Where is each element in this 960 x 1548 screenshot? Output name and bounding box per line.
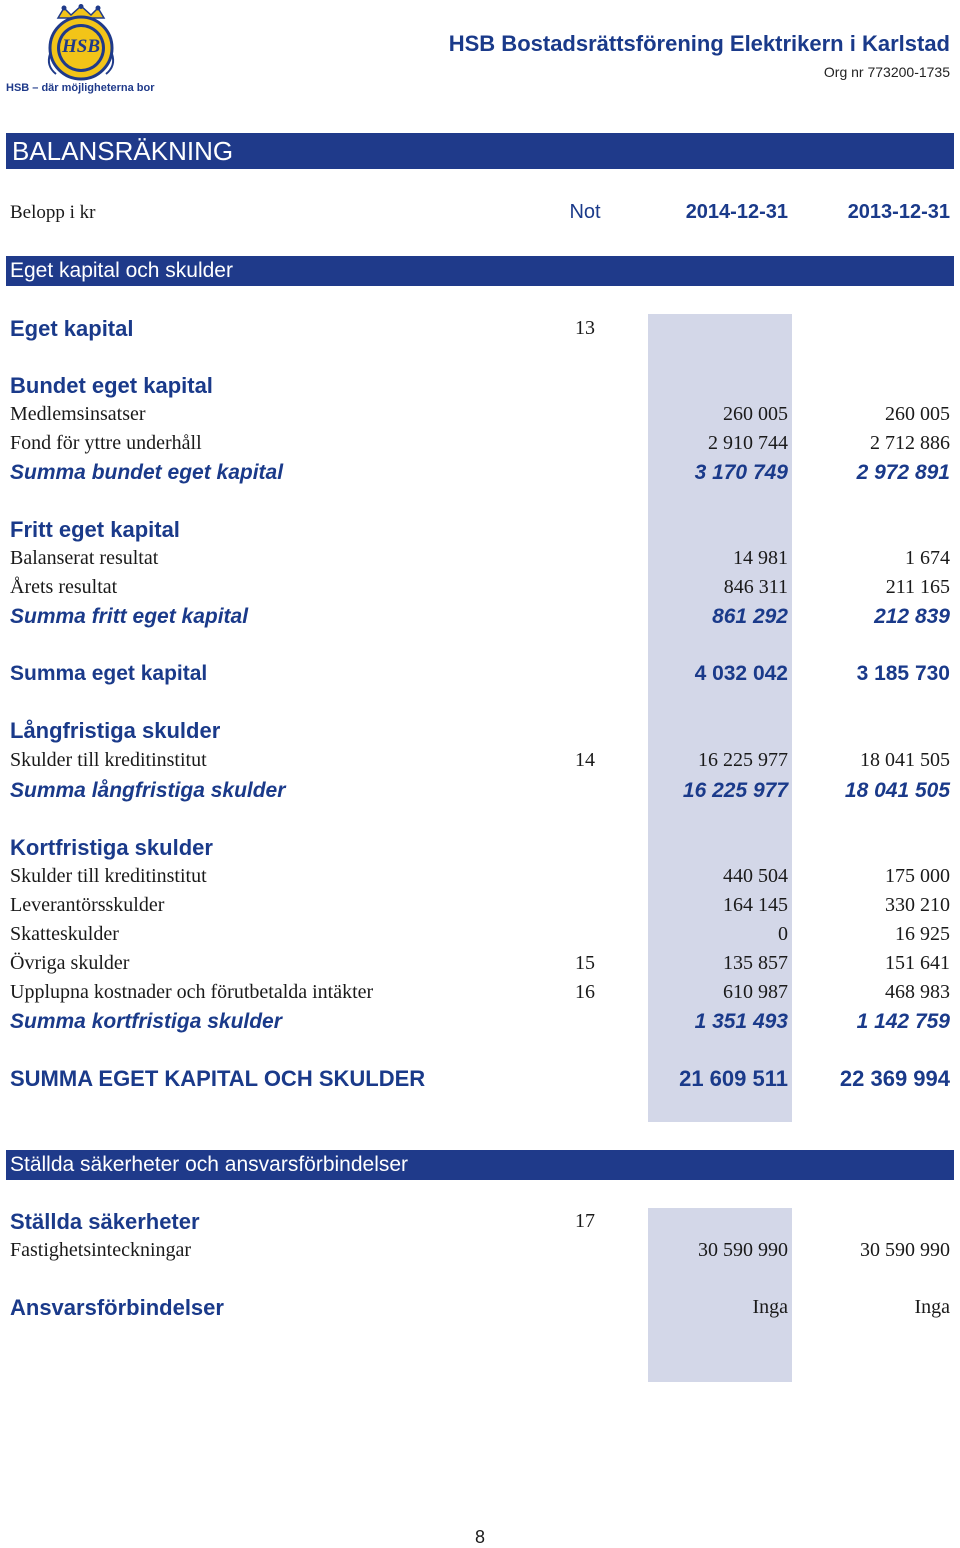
- row-note: 16: [575, 981, 595, 1003]
- row-label: Ställda säkerheter: [10, 1209, 200, 1234]
- table-row: [0, 544, 960, 573]
- table-row: [0, 978, 960, 1007]
- row-label: Bundet eget kapital: [10, 373, 213, 398]
- row-label: Kortfristiga skulder: [10, 835, 213, 860]
- table-row: [0, 1064, 960, 1093]
- org-name: HSB Bostadsrättsförening Elektrikern i Karlstad: [448, 31, 950, 56]
- row-note: 15: [575, 952, 595, 974]
- column-note: Not: [569, 201, 601, 223]
- row-note: 13: [575, 317, 595, 339]
- row-label: Summa långfristiga skulder: [10, 779, 286, 802]
- row-label: Långfristiga skulder: [10, 718, 221, 743]
- table-row: [0, 746, 960, 775]
- logo-emblem-text: HSB: [61, 36, 101, 57]
- row-value-2013: Inga: [914, 1296, 950, 1318]
- row-value-2014: 610 987: [723, 981, 788, 1003]
- row-value-2014: 861 292: [712, 605, 788, 628]
- section-bar-eget-kapital-och-skulder: [6, 256, 954, 286]
- table-row: [0, 1236, 960, 1265]
- table-row: [0, 1007, 960, 1036]
- row-label: Balanserat resultat: [10, 547, 159, 569]
- column-year-2013: 2013-12-31: [847, 201, 950, 223]
- row-value-2013: 468 983: [885, 981, 950, 1003]
- table-row: [0, 659, 960, 688]
- row-label: Upplupna kostnader och förutbetalda intäkter: [10, 981, 374, 1003]
- table-row: [0, 920, 960, 949]
- table-row: [0, 716, 960, 745]
- table-row: [0, 949, 960, 978]
- row-value-2013: 18 041 505: [860, 749, 950, 771]
- row-label: Skulder till kreditinstitut: [10, 749, 207, 771]
- row-value-2014: 1 351 493: [694, 1010, 788, 1033]
- row-note: 14: [575, 749, 595, 771]
- row-value-2014: 16 225 977: [698, 749, 788, 771]
- row-label: Summa bundet eget kapital: [10, 461, 284, 484]
- row-value-2014: Inga: [752, 1296, 788, 1318]
- row-value-2013: 2 712 886: [870, 432, 950, 454]
- table-row: [0, 776, 960, 805]
- row-value-2013: 16 925: [895, 923, 950, 945]
- row-value-2014: 3 170 749: [694, 461, 788, 484]
- table-row: [0, 602, 960, 631]
- logo-tagline: HSB – där möjligheterna bor: [6, 82, 155, 94]
- row-value-2014: 846 311: [723, 576, 788, 598]
- table-row: [0, 862, 960, 891]
- row-label: Skulder till kreditinstitut: [10, 865, 207, 887]
- row-label: Eget kapital: [10, 316, 134, 341]
- row-value-2014: 135 857: [723, 952, 788, 974]
- row-note: 17: [575, 1210, 595, 1232]
- row-value-2014: 440 504: [723, 865, 788, 887]
- table-row: [0, 573, 960, 602]
- column-header: [0, 198, 960, 227]
- row-value-2013: 175 000: [885, 865, 950, 887]
- row-value-2014: 16 225 977: [682, 779, 788, 802]
- row-label: Övriga skulder: [10, 952, 130, 974]
- row-value-2014: 4 032 042: [694, 662, 788, 685]
- table-row: [0, 1293, 960, 1322]
- table-row: [0, 833, 960, 862]
- row-label: Fond för yttre underhåll: [10, 432, 202, 454]
- row-label: Skatteskulder: [10, 923, 119, 945]
- hsb-logo: [6, 4, 156, 96]
- table-row: [0, 1207, 960, 1236]
- row-label: Summa eget kapital: [10, 662, 208, 685]
- table-row: [0, 429, 960, 458]
- row-value-2013: 18 041 505: [844, 779, 950, 802]
- page-title: BALANSRÄKNING: [12, 136, 234, 166]
- row-value-2014: 21 609 511: [679, 1066, 788, 1091]
- row-label: Ansvarsförbindelser: [10, 1295, 224, 1320]
- row-label: Årets resultat: [10, 576, 118, 598]
- row-value-2014: 0: [778, 923, 788, 945]
- table-row: [0, 400, 960, 429]
- section-title: Eget kapital och skulder: [10, 259, 233, 282]
- row-value-2013: 3 185 730: [856, 662, 950, 685]
- row-value-2013: 212 839: [874, 605, 950, 628]
- row-value-2013: 1 674: [905, 547, 950, 569]
- title-bar: [6, 133, 954, 169]
- section-bar-stallda-sakerheter: [6, 1150, 954, 1180]
- row-value-2013: 1 142 759: [856, 1010, 950, 1033]
- row-label: Leverantörsskulder: [10, 894, 165, 916]
- row-label: Summa fritt eget kapital: [10, 605, 249, 628]
- table-row: [0, 515, 960, 544]
- column-label: Belopp i kr: [10, 202, 96, 223]
- row-value-2014: 30 590 990: [698, 1239, 788, 1261]
- page-number: 8: [474, 1527, 485, 1547]
- row-label: Fastighetsinteckningar: [10, 1239, 192, 1261]
- row-label: SUMMA EGET KAPITAL OCH SKULDER: [10, 1066, 426, 1091]
- row-value-2013: 30 590 990: [860, 1239, 950, 1261]
- row-value-2014: 14 981: [733, 547, 788, 569]
- org-number: Org nr 773200-1735: [823, 64, 950, 80]
- row-label: Fritt eget kapital: [10, 517, 180, 542]
- row-label: Summa kortfristiga skulder: [10, 1010, 282, 1033]
- row-label: Medlemsinsatser: [10, 403, 146, 425]
- column-year-2014: 2014-12-31: [685, 201, 788, 223]
- table-row: [0, 314, 960, 343]
- row-value-2014: 164 145: [723, 894, 788, 916]
- row-value-2013: 211 165: [885, 576, 950, 598]
- row-value-2014: 260 005: [723, 403, 788, 425]
- table-row: [0, 891, 960, 920]
- row-value-2013: 22 369 994: [839, 1066, 950, 1091]
- row-value-2014: 2 910 744: [708, 432, 788, 454]
- section-title: Ställda säkerheter och ansvarsförbindelser: [10, 1153, 409, 1176]
- row-value-2013: 330 210: [885, 894, 950, 916]
- table-row: [0, 371, 960, 400]
- row-value-2013: 260 005: [885, 403, 950, 425]
- row-value-2013: 2 972 891: [856, 461, 950, 484]
- row-value-2013: 151 641: [885, 952, 950, 974]
- table-row: [0, 458, 960, 487]
